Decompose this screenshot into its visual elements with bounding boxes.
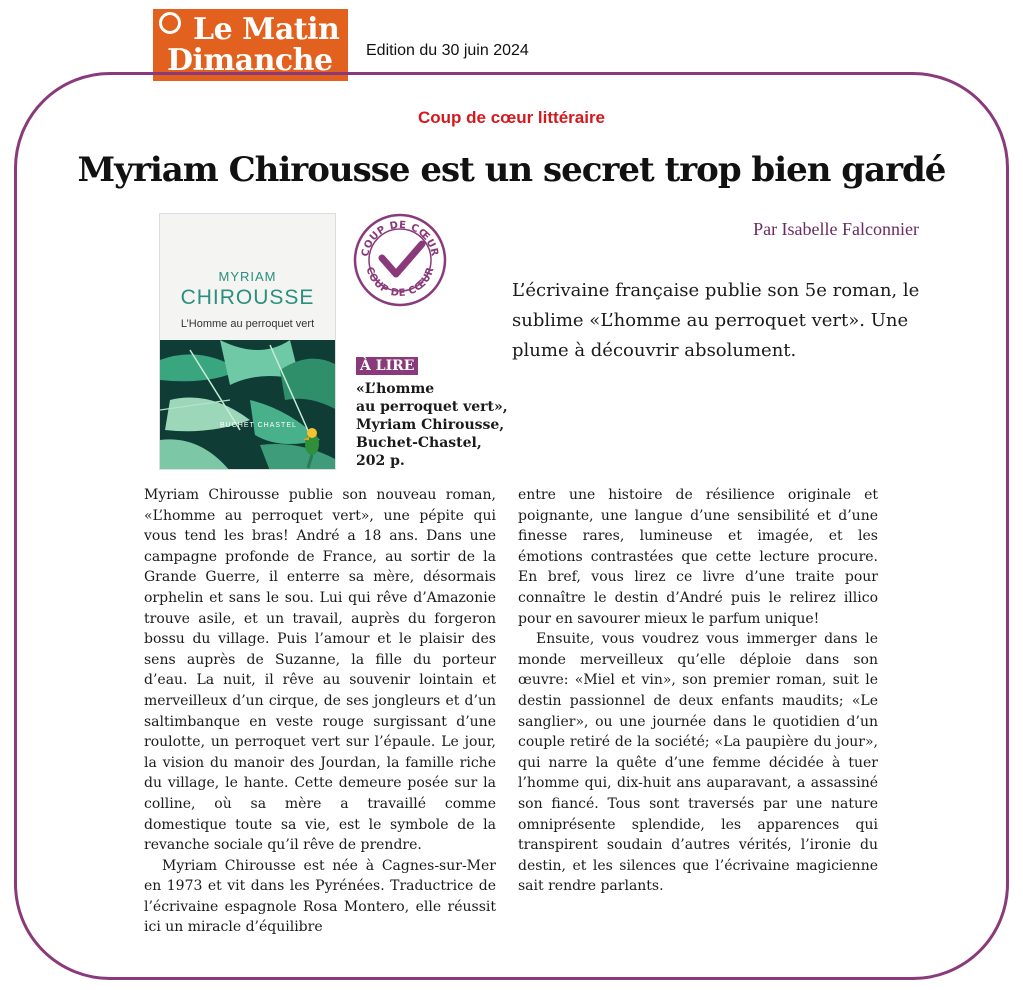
body-paragraph: Myriam Chirousse publie son nouveau roman, «L’homme au perroquet vert», une pépite qui vous tend les bras! André a 18 ans. Dans une campagne profonde de France, au sortir de la Grande Guerre, il enterre sa mère, désormais orphelin et sans le sou. Lui qui rêve d’Amazonie trouve asile, et un travail, auprès du forgeron bossu du village. Puis l’amour et le plaisir des sens auprès de Suzanne, la fille du porteur d’eau. La nuit, il rêve au souvenir lointain et merveilleux d’un cirque, de ses jongleurs et d’un saltimbanque en veste rouge surgissant d’une roulotte, un perroquet vert sur l’épaule. Le jour, la vision du manoir des Jourdan, la famille riche du village, le hante. Cette demeure posée sur la colline, où sa mère a travaillé comme domestique toute sa vie, est le symbole de la revanche sociale qu’il rêve de prendre. [144, 487, 496, 854]
logo-circle-icon [159, 12, 181, 34]
a-lire-line: au perroquet vert», [356, 399, 508, 415]
body-paragraph: Myriam Chirousse est née à Cagnes-sur-Mer en 1973 et vit dans les Pyrénées. Traductrice de l’écrivaine espagnole Rosa Montero, elle réussit ici un miracle d’équilibre [144, 857, 496, 936]
article-lead: L’écrivaine française publie son 5e roman, le sublime «L’homme au perroquet vert». Une plume à découvrir absolument. [512, 280, 920, 361]
logo-line2: Dimanche [167, 43, 333, 78]
article-body-column-2 [518, 485, 878, 897]
book-title: L’Homme au perroquet vert [180, 318, 315, 330]
stamp-top-text: COUP DE CŒUR [360, 219, 440, 258]
a-lire-details [356, 380, 508, 470]
body-paragraph: Ensuite, vous voudrez vous immerger dans le monde merveilleux qu’elle déploie dans son œuvre: «Miel et vin», son premier roman, suit le destin passionnel de deux enfants maudits; «Le sanglier», ou une journée dans le quotidien d’un couple retiré de la société; «La paupière du jour», qui narre la quête d’une femme décidée à tuer l’homme qui, dix-huit ans auparavant, a assassiné son fiancé. Tous sont traversés par une nature omniprésente splendide, les apparences qui transpirent soudain d’autres vérités, l’ironie du destin, et les silences que l’écrivaine magicienne sait rendre parlants. [518, 631, 878, 895]
article-body-column-1 [144, 485, 496, 938]
coup-de-coeur-stamp-icon [352, 212, 448, 308]
body-paragraph: entre une histoire de résilience originale et poignante, une langue d’une sensibilité et d’une finesse rares, lumineuse et imagée, et les émotions contrastées que cette lecture procure. En bref, vous lirez ce livre d’une traite pour connaître le destin d’André puis le relirez illico pour en savourer mieux le parfum unique! [518, 487, 878, 627]
book-publisher-mark: BUCHET CHASTEL [220, 422, 297, 429]
a-lire-line: Buchet-Chastel, [356, 435, 482, 451]
logo-line1: Le Matin [193, 12, 340, 47]
a-lire-badge: À LIRE [356, 357, 418, 375]
book-author-last: CHIROUSSE [180, 286, 315, 309]
stamp-bottom-text: COUP DE CŒUR [363, 265, 437, 300]
a-lire-line: 202 p. [356, 453, 405, 469]
article-kicker: Coup de cœur littéraire [417, 108, 606, 127]
book-cover-image [159, 213, 336, 470]
edition-date: Edition du 30 juin 2024 [366, 42, 529, 59]
article-headline: Myriam Chirousse est un secret trop bien gardé [77, 150, 946, 190]
a-lire-line: «L’homme [356, 381, 435, 397]
article-byline: Par Isabelle Falconnier [753, 219, 919, 239]
book-author-first: MYRIAM [218, 269, 277, 284]
jungle-leaves-icon [160, 340, 336, 470]
publication-logo[interactable] [153, 9, 348, 81]
a-lire-line: Myriam Chirousse, [356, 417, 505, 433]
